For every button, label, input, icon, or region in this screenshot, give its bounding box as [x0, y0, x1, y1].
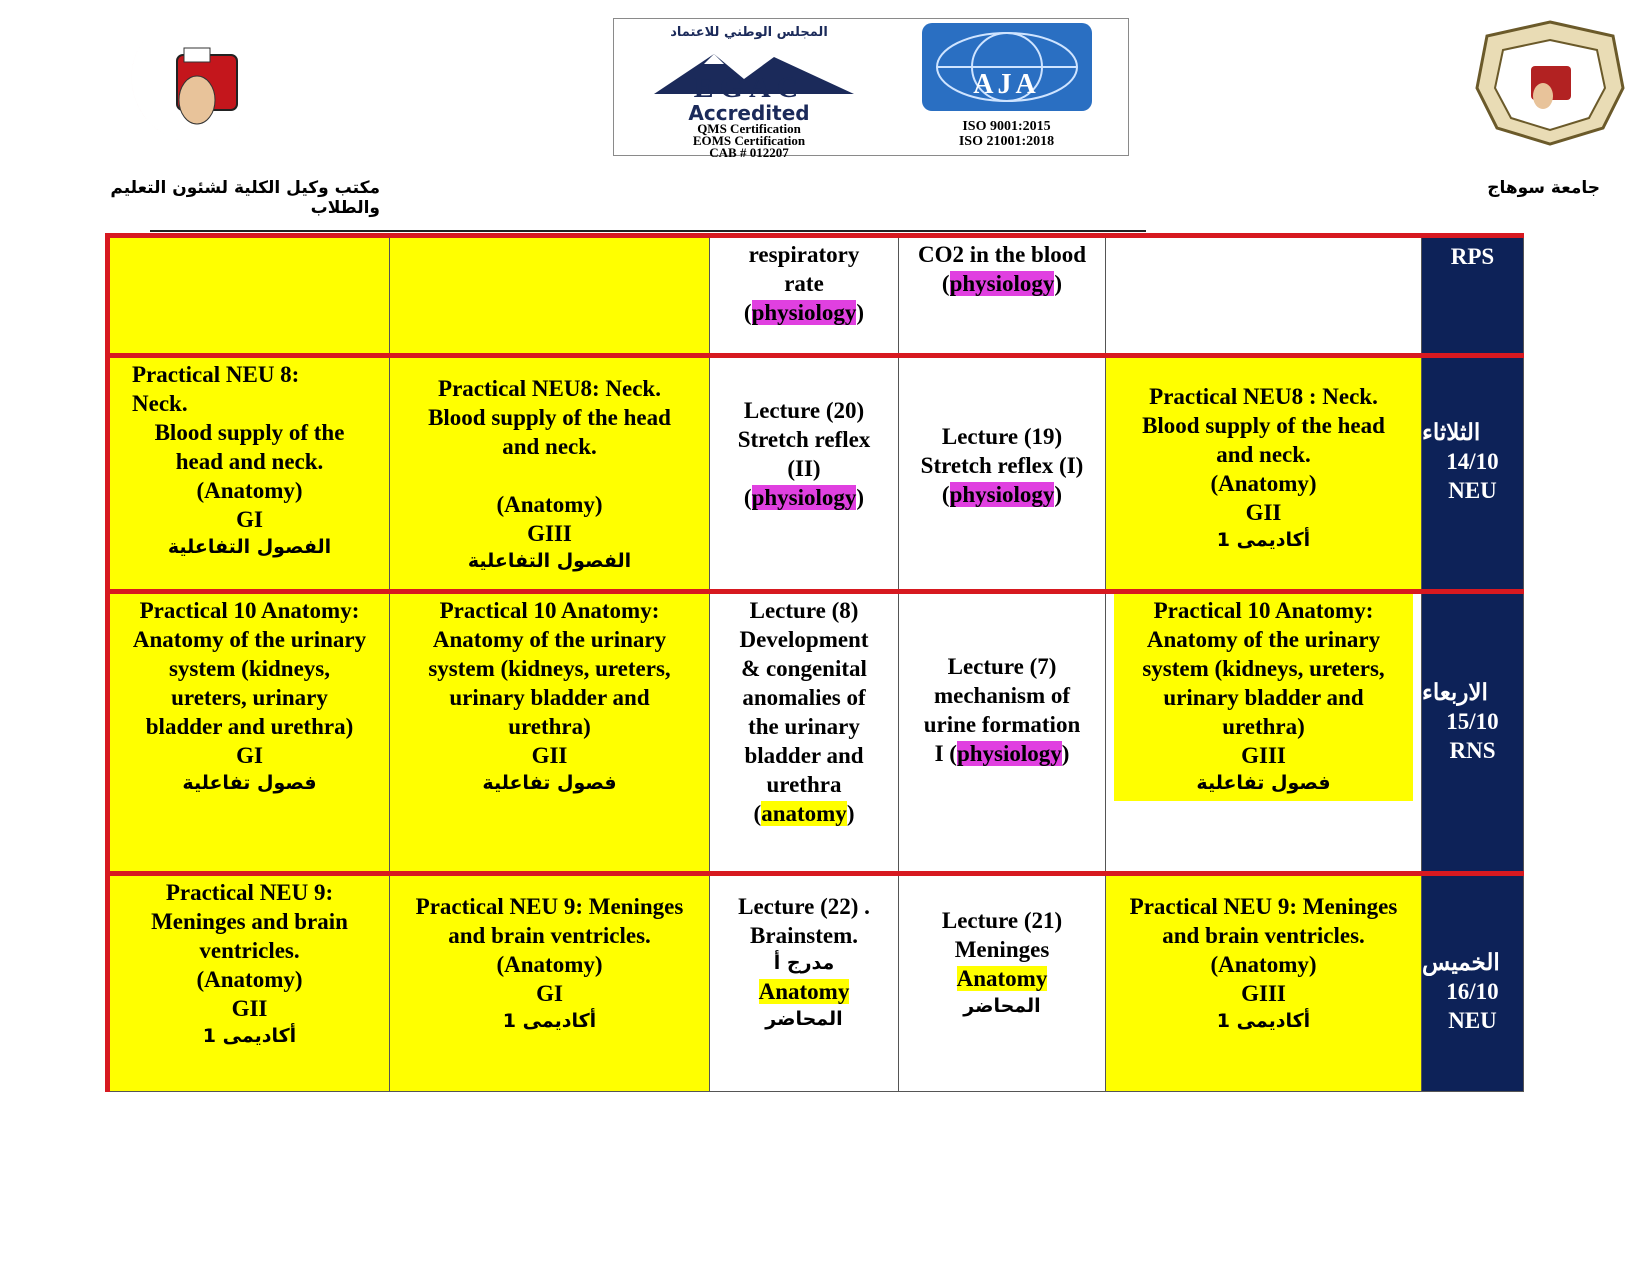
- day-cell: [1422, 592, 1524, 874]
- subject-tag: physiology: [949, 271, 1055, 296]
- schedule-cell: [710, 874, 899, 1092]
- egac-name: EGAC: [693, 71, 805, 104]
- schedule-cell: [1106, 874, 1422, 1092]
- cell-line: and neck.: [1216, 442, 1311, 467]
- lecturer-label: المحاضر: [963, 995, 1041, 1017]
- location-label: أكاديمى 1: [1216, 1010, 1311, 1032]
- group-label: GI: [536, 981, 563, 1006]
- cell-line: system (kidneys, ureters,: [1142, 656, 1385, 681]
- schedule-cell: [390, 592, 710, 874]
- location-label: أكاديمى 1: [202, 1025, 297, 1047]
- header-divider: [150, 230, 1146, 232]
- cell-line: Anatomy of the urinary: [432, 627, 667, 652]
- cell-line: Blood supply of the: [154, 420, 345, 445]
- cell-line: bladder and: [744, 743, 864, 768]
- cell-line: ventricles.: [199, 938, 300, 963]
- egac-line-3: CAB # 012207: [709, 145, 789, 160]
- accreditation-banner: [613, 18, 1129, 160]
- subject-tag: physiology: [751, 300, 857, 325]
- schedule-cell: [390, 874, 710, 1092]
- cell-line: Practical NEU 9: Meninges: [415, 894, 684, 919]
- iso-line-1: ISO 9001:2015: [962, 119, 1051, 134]
- day-date: 14/10: [1446, 449, 1499, 474]
- group-label: GII: [231, 996, 268, 1021]
- schedule-cell: [108, 592, 390, 874]
- schedule-cell: Lecture (7) mechanism of urine formation I (physiology): [899, 592, 1106, 874]
- university-seal: [1473, 18, 1628, 148]
- cell-line: Lecture (8): [749, 598, 859, 623]
- cell-line: Practical NEU8: Neck.: [438, 376, 661, 401]
- location-label: مدرج أ: [773, 952, 835, 974]
- aja-name: AJA: [973, 69, 1040, 100]
- egac-line-1: QMS Certification: [697, 121, 801, 136]
- cell-line: (Anatomy): [196, 967, 303, 992]
- cell-line: Practical NEU 9: Meninges: [1129, 894, 1398, 919]
- table-row: [108, 236, 1524, 356]
- cell-line: Meninges and brain: [151, 909, 348, 934]
- location-label: فصول تفاعلية: [482, 772, 617, 794]
- cell-line: Practical NEU 9:: [165, 880, 334, 905]
- cell-line: Development: [739, 627, 869, 652]
- cell-line: Stretch reflex: [737, 427, 871, 452]
- subject-tag: physiology: [956, 741, 1062, 766]
- day-name: الخميس: [1422, 950, 1500, 975]
- cell-line: CO2 in the blood: [917, 242, 1087, 267]
- cell-line: urine formation: [923, 712, 1081, 737]
- cell-line: and neck.: [502, 434, 597, 459]
- group-label: GIII: [1241, 743, 1286, 768]
- cell-line: Meninges: [954, 937, 1050, 962]
- cell-line: I: [934, 741, 944, 766]
- day-date: 16/10: [1446, 979, 1499, 1004]
- location-label: أكاديمى 1: [1216, 529, 1311, 551]
- day-name: الثلاثاء: [1422, 420, 1481, 445]
- cell-line: [398, 461, 701, 490]
- subject-tag: Anatomy: [758, 979, 850, 1004]
- schedule-cell: respiratory rate (physiology): [710, 236, 899, 356]
- schedule-table: [105, 233, 1524, 1092]
- location-label: الفصول التفاعلية: [167, 536, 332, 558]
- cell-line: and brain ventricles.: [448, 923, 651, 948]
- schedule-cell: CO2 in the blood (physiology): [899, 236, 1106, 356]
- schedule-cell: Lecture (19) Stretch reflex (I) (physiology): [899, 356, 1106, 592]
- cell-line: Lecture (20): [743, 398, 865, 423]
- day-date: 15/10: [1446, 709, 1499, 734]
- group-label: GI: [236, 743, 263, 768]
- cell-line: mechanism of: [933, 683, 1071, 708]
- subject-tag: physiology: [751, 485, 857, 510]
- egac-accredited: Accredited: [688, 101, 810, 125]
- schedule-cell: [108, 874, 390, 1092]
- cell-line: anomalies of: [742, 685, 866, 710]
- location-label: فصول تفاعلية: [1196, 772, 1331, 794]
- cell-line: rate: [784, 271, 824, 296]
- cell-line: and brain ventricles.: [1162, 923, 1365, 948]
- schedule-cell: [390, 236, 710, 356]
- cell-line: Stretch reflex (I): [920, 453, 1084, 478]
- cell-line: & congenital: [741, 656, 867, 681]
- cell-line: urethra): [508, 714, 591, 739]
- table-row: [108, 874, 1524, 1092]
- cell-line: urinary bladder and: [449, 685, 650, 710]
- table-row: [108, 356, 1524, 592]
- schedule-cell: [390, 356, 710, 592]
- cell-line: Practical 10 Anatomy:: [439, 598, 660, 623]
- cell-line: Practical NEU8 : Neck.: [1149, 384, 1378, 409]
- table-row: [108, 592, 1524, 874]
- cell-line: the urinary: [748, 714, 860, 739]
- location-label: أكاديمى 1: [502, 1010, 597, 1032]
- day-label: RPS: [1450, 244, 1495, 269]
- schedule-cell: [108, 236, 390, 356]
- group-label: GII: [531, 743, 568, 768]
- cell-line: Practical 10 Anatomy:: [139, 598, 360, 623]
- cell-line: (Anatomy): [496, 492, 603, 517]
- cell-line: Brainstem.: [750, 923, 858, 948]
- cell-line: (Anatomy): [196, 478, 303, 503]
- cell-line: urethra: [766, 772, 842, 797]
- day-module: RNS: [1449, 738, 1496, 763]
- group-label: GII: [1245, 500, 1282, 525]
- cell-line: (II): [787, 456, 821, 481]
- day-cell: [1422, 356, 1524, 592]
- cell-line: bladder and urethra): [145, 714, 354, 739]
- egac-line-2: EOMS Certification: [692, 133, 806, 148]
- iso-line-2: ISO 21001:2018: [958, 134, 1055, 149]
- cell-line: Practical 10 Anatomy:: [1153, 598, 1374, 623]
- schedule-cell: [1106, 592, 1422, 874]
- subject-tag: physiology: [949, 482, 1055, 507]
- day-module: NEU: [1448, 1008, 1497, 1033]
- cell-line: Blood supply of the head: [1142, 413, 1385, 438]
- group-label: GIII: [1241, 981, 1286, 1006]
- day-name: الاربعاء: [1422, 680, 1488, 705]
- university-caption: جامعة سوهاج: [1487, 178, 1600, 198]
- cell-line: Blood supply of the head: [428, 405, 671, 430]
- schedule-cell: [108, 356, 390, 592]
- cell-line: head and neck.: [175, 449, 324, 474]
- cell-line: (Anatomy): [496, 952, 603, 977]
- cell-line: urethra): [1222, 714, 1305, 739]
- cell-line: Lecture (19): [941, 424, 1063, 449]
- cell-line: (Anatomy): [1210, 471, 1317, 496]
- location-label: فصول تفاعلية: [182, 772, 317, 794]
- cell-line: Lecture (21): [941, 908, 1063, 933]
- cell-line: ureters, urinary: [171, 685, 328, 710]
- schedule-cell: Lecture (8) Development & congenital anomalies of the urinary bladder and urethra (anatomy): [710, 592, 899, 874]
- subject-tag: anatomy: [761, 801, 847, 826]
- lecturer-label: المحاضر: [765, 1008, 843, 1030]
- cell-line: Lecture (22) .: [738, 894, 870, 919]
- schedule-cell: [1106, 356, 1422, 592]
- schedule-cell: [1106, 236, 1422, 356]
- egac-arabic-title: المجلس الوطني للاعتماد: [670, 25, 828, 40]
- schedule-cell: Lecture (20) Stretch reflex (II) (physiology): [710, 356, 899, 592]
- day-cell: [1422, 236, 1524, 356]
- cell-line: system (kidneys,: [168, 656, 330, 681]
- day-cell: [1422, 874, 1524, 1092]
- cell-line: urinary bladder and: [1163, 685, 1364, 710]
- faculty-logo: [92, 20, 267, 140]
- subject-tag: Anatomy: [956, 966, 1048, 991]
- cell-line: Lecture (7): [947, 654, 1057, 679]
- cell-line: Practical NEU 8:: [132, 362, 300, 387]
- group-label: GI: [236, 507, 263, 532]
- cell-line: Neck.: [132, 391, 188, 416]
- location-label: الفصول التفاعلية: [467, 550, 632, 572]
- day-module: NEU: [1448, 478, 1497, 503]
- cell-line: Anatomy of the urinary: [132, 627, 367, 652]
- cell-line: (Anatomy): [1210, 952, 1317, 977]
- group-label: GIII: [527, 521, 572, 546]
- office-caption: مكتب وكيل الكلية لشئون التعليم والطلاب: [110, 178, 380, 218]
- cell-line: system (kidneys, ureters,: [428, 656, 671, 681]
- schedule-cell: [899, 874, 1106, 1092]
- cell-line: respiratory: [748, 242, 860, 267]
- cell-line: Anatomy of the urinary: [1146, 627, 1381, 652]
